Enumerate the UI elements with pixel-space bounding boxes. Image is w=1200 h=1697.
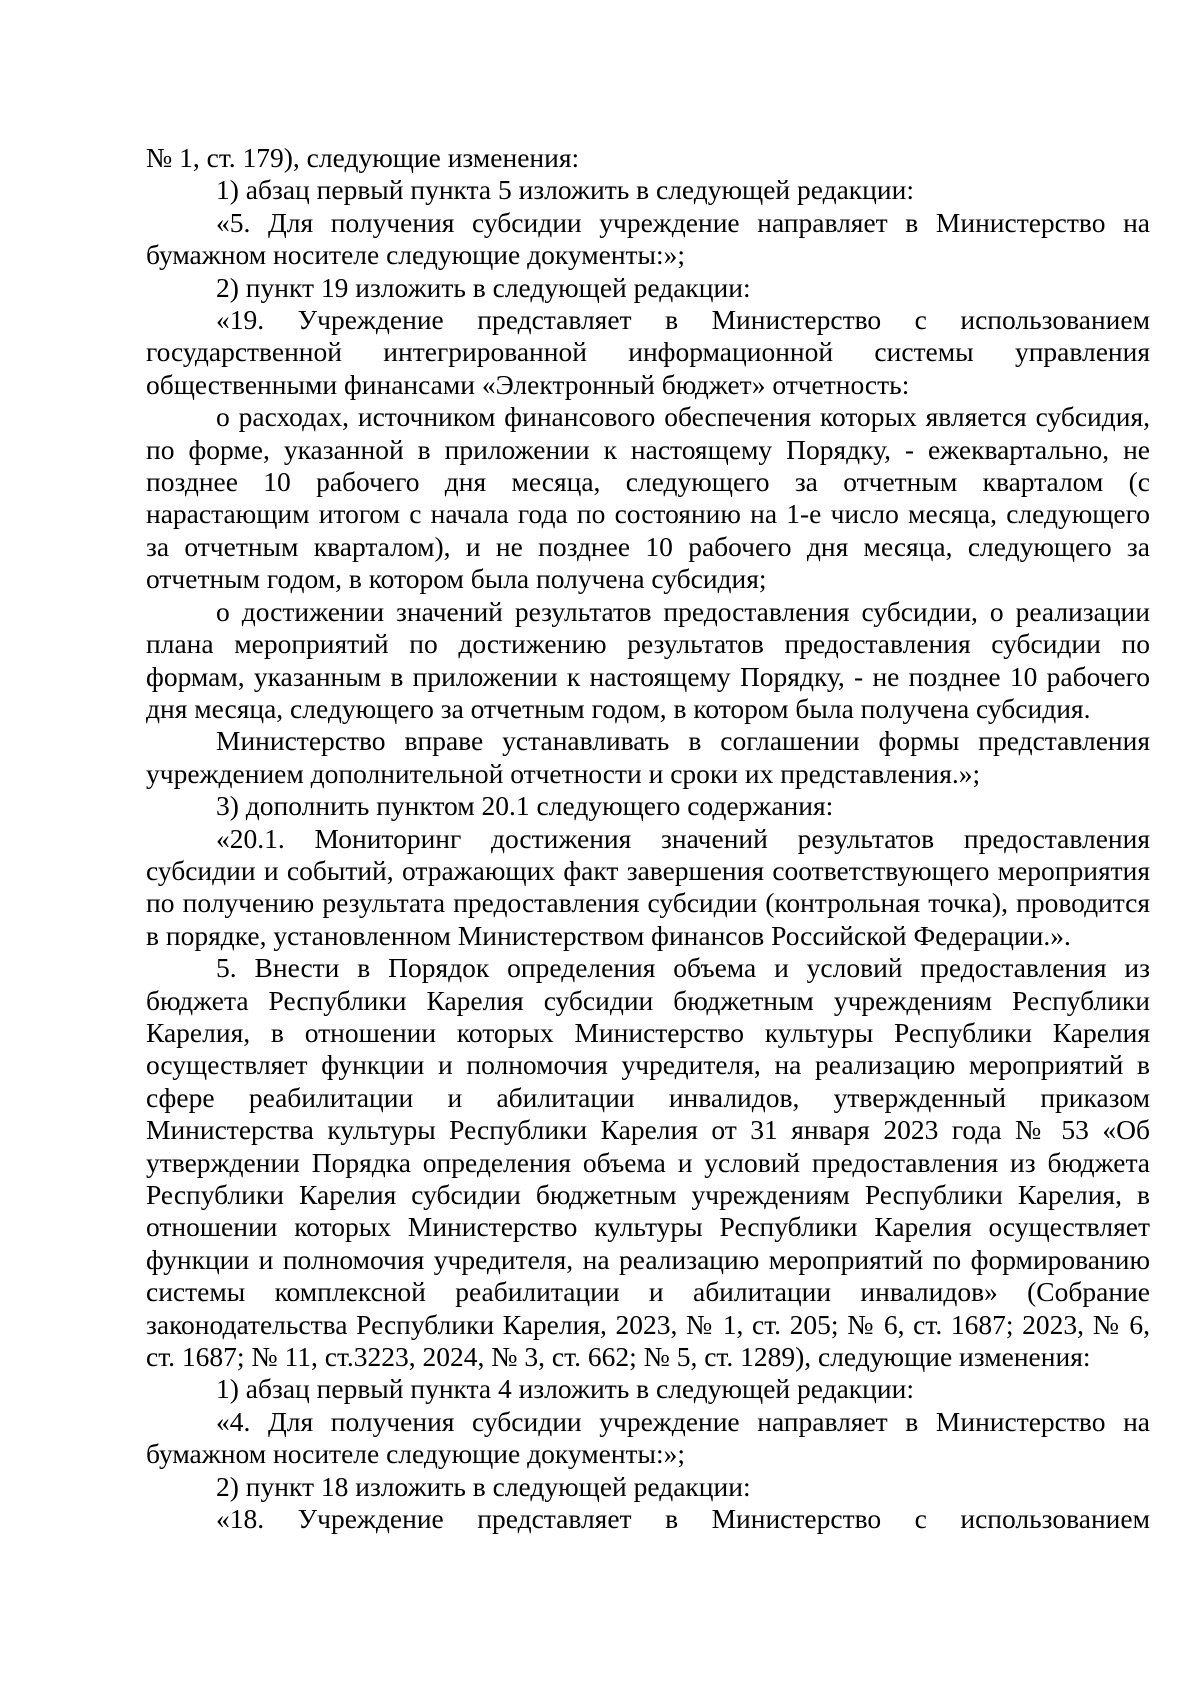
paragraph: 1) абзац первый пункта 5 изложить в следующей редакции: xyxy=(216,174,914,206)
paragraph: о достижении значений результатов предоставления субсидии, о реализации плана мероприятий по достижению результатов предоставления субсидии по формам, указанным в приложении к настоящему Порядку, - не позднее 10 рабочего дня месяца, следующего за отчетным годом, в котором была получена субсидия. xyxy=(146,595,1150,724)
paragraph: «18. Учреждение представляет в Министерство с использованием xyxy=(216,1503,1150,1535)
paragraph: 3) дополнить пунктом 20.1 следующего содержания: xyxy=(216,790,834,822)
paragraph: 5. Внести в Порядок определения объема и условий предоставления из бюджета Республики Карелия субсидии бюджетным учреждениям Республики Карелия, в отношении которых Министерство культуры Республики Карелия осуществляет функции и полномочия учредителя, на реализацию мероприятий в сфере реабилитации и абилитации инвалидов, утвержденный приказом Министерства культуры Республики Карелия от 31 января 2023 года № 53 «Об утверждении Порядка определения объема и условий предоставления из бюджета Республики Карелия субсидии бюджетным учреждениям Республики Карелия, в отношении которых Министерство культуры Республики Карелия осуществляет функции и полномочия учредителя, на реализацию мероприятий по формированию системы комплексной реабилитации и абилитации инвалидов» (Собрание законодательства Республики Карелия, 2023, № 1, ст. 205; № 6, ст. 1687; 2023, № 6, ст. 1687; № 11, ст.3223, 2024, № 3, ст. 662; № 5, ст. 1289), следующие изменения: xyxy=(146,952,1150,1373)
paragraph: о расходах, источником финансового обеспечения которых является субсидия, по форме, указанной в приложении к настоящему Порядку, - ежеквартально, не позднее 10 рабочего дня месяца, следующего за отчетным кварталом (с нарастающим итогом с начала года по состоянию на 1-е число месяца, следующего за отчетным кварталом), и не позднее 10 рабочего дня месяца, следующего за отчетным годом, в котором была получена субсидия; xyxy=(146,401,1150,595)
document-page xyxy=(146,142,1150,1535)
paragraph: «5. Для получения субсидии учреждение направляет в Министерство на бумажном носителе следующие документы:»; xyxy=(146,206,1150,271)
paragraph: № 1, ст. 179), следующие изменения: xyxy=(146,142,580,173)
paragraph: «20.1. Мониторинг достижения значений результатов предоставления субсидии и событий, отражающих факт завершения соответствующего мероприятия по получению результата предоставления субсидии (контрольная точка), проводится в порядке, установленном Министерством финансов Российской Федерации.». xyxy=(146,822,1150,951)
paragraph: Министерство вправе устанавливать в соглашении формы представления учреждением дополнительной отчетности и сроки их представления.»; xyxy=(146,725,1150,789)
paragraph: 1) абзац первый пункта 4 изложить в следующей редакции: xyxy=(216,1373,914,1405)
paragraph: 2) пункт 19 изложить в следующей редакции: xyxy=(216,271,751,303)
paragraph: «19. Учреждение представляет в Министерство с использованием государственной интегрированной информационной системы управления общественными финансами «Электронный бюджет» отчетность: xyxy=(146,304,1150,400)
paragraph: 2) пункт 18 изложить в следующей редакции: xyxy=(216,1470,751,1502)
paragraph: «4. Для получения субсидии учреждение направляет в Министерство на бумажном носителе следующие документы:»; xyxy=(146,1405,1150,1470)
